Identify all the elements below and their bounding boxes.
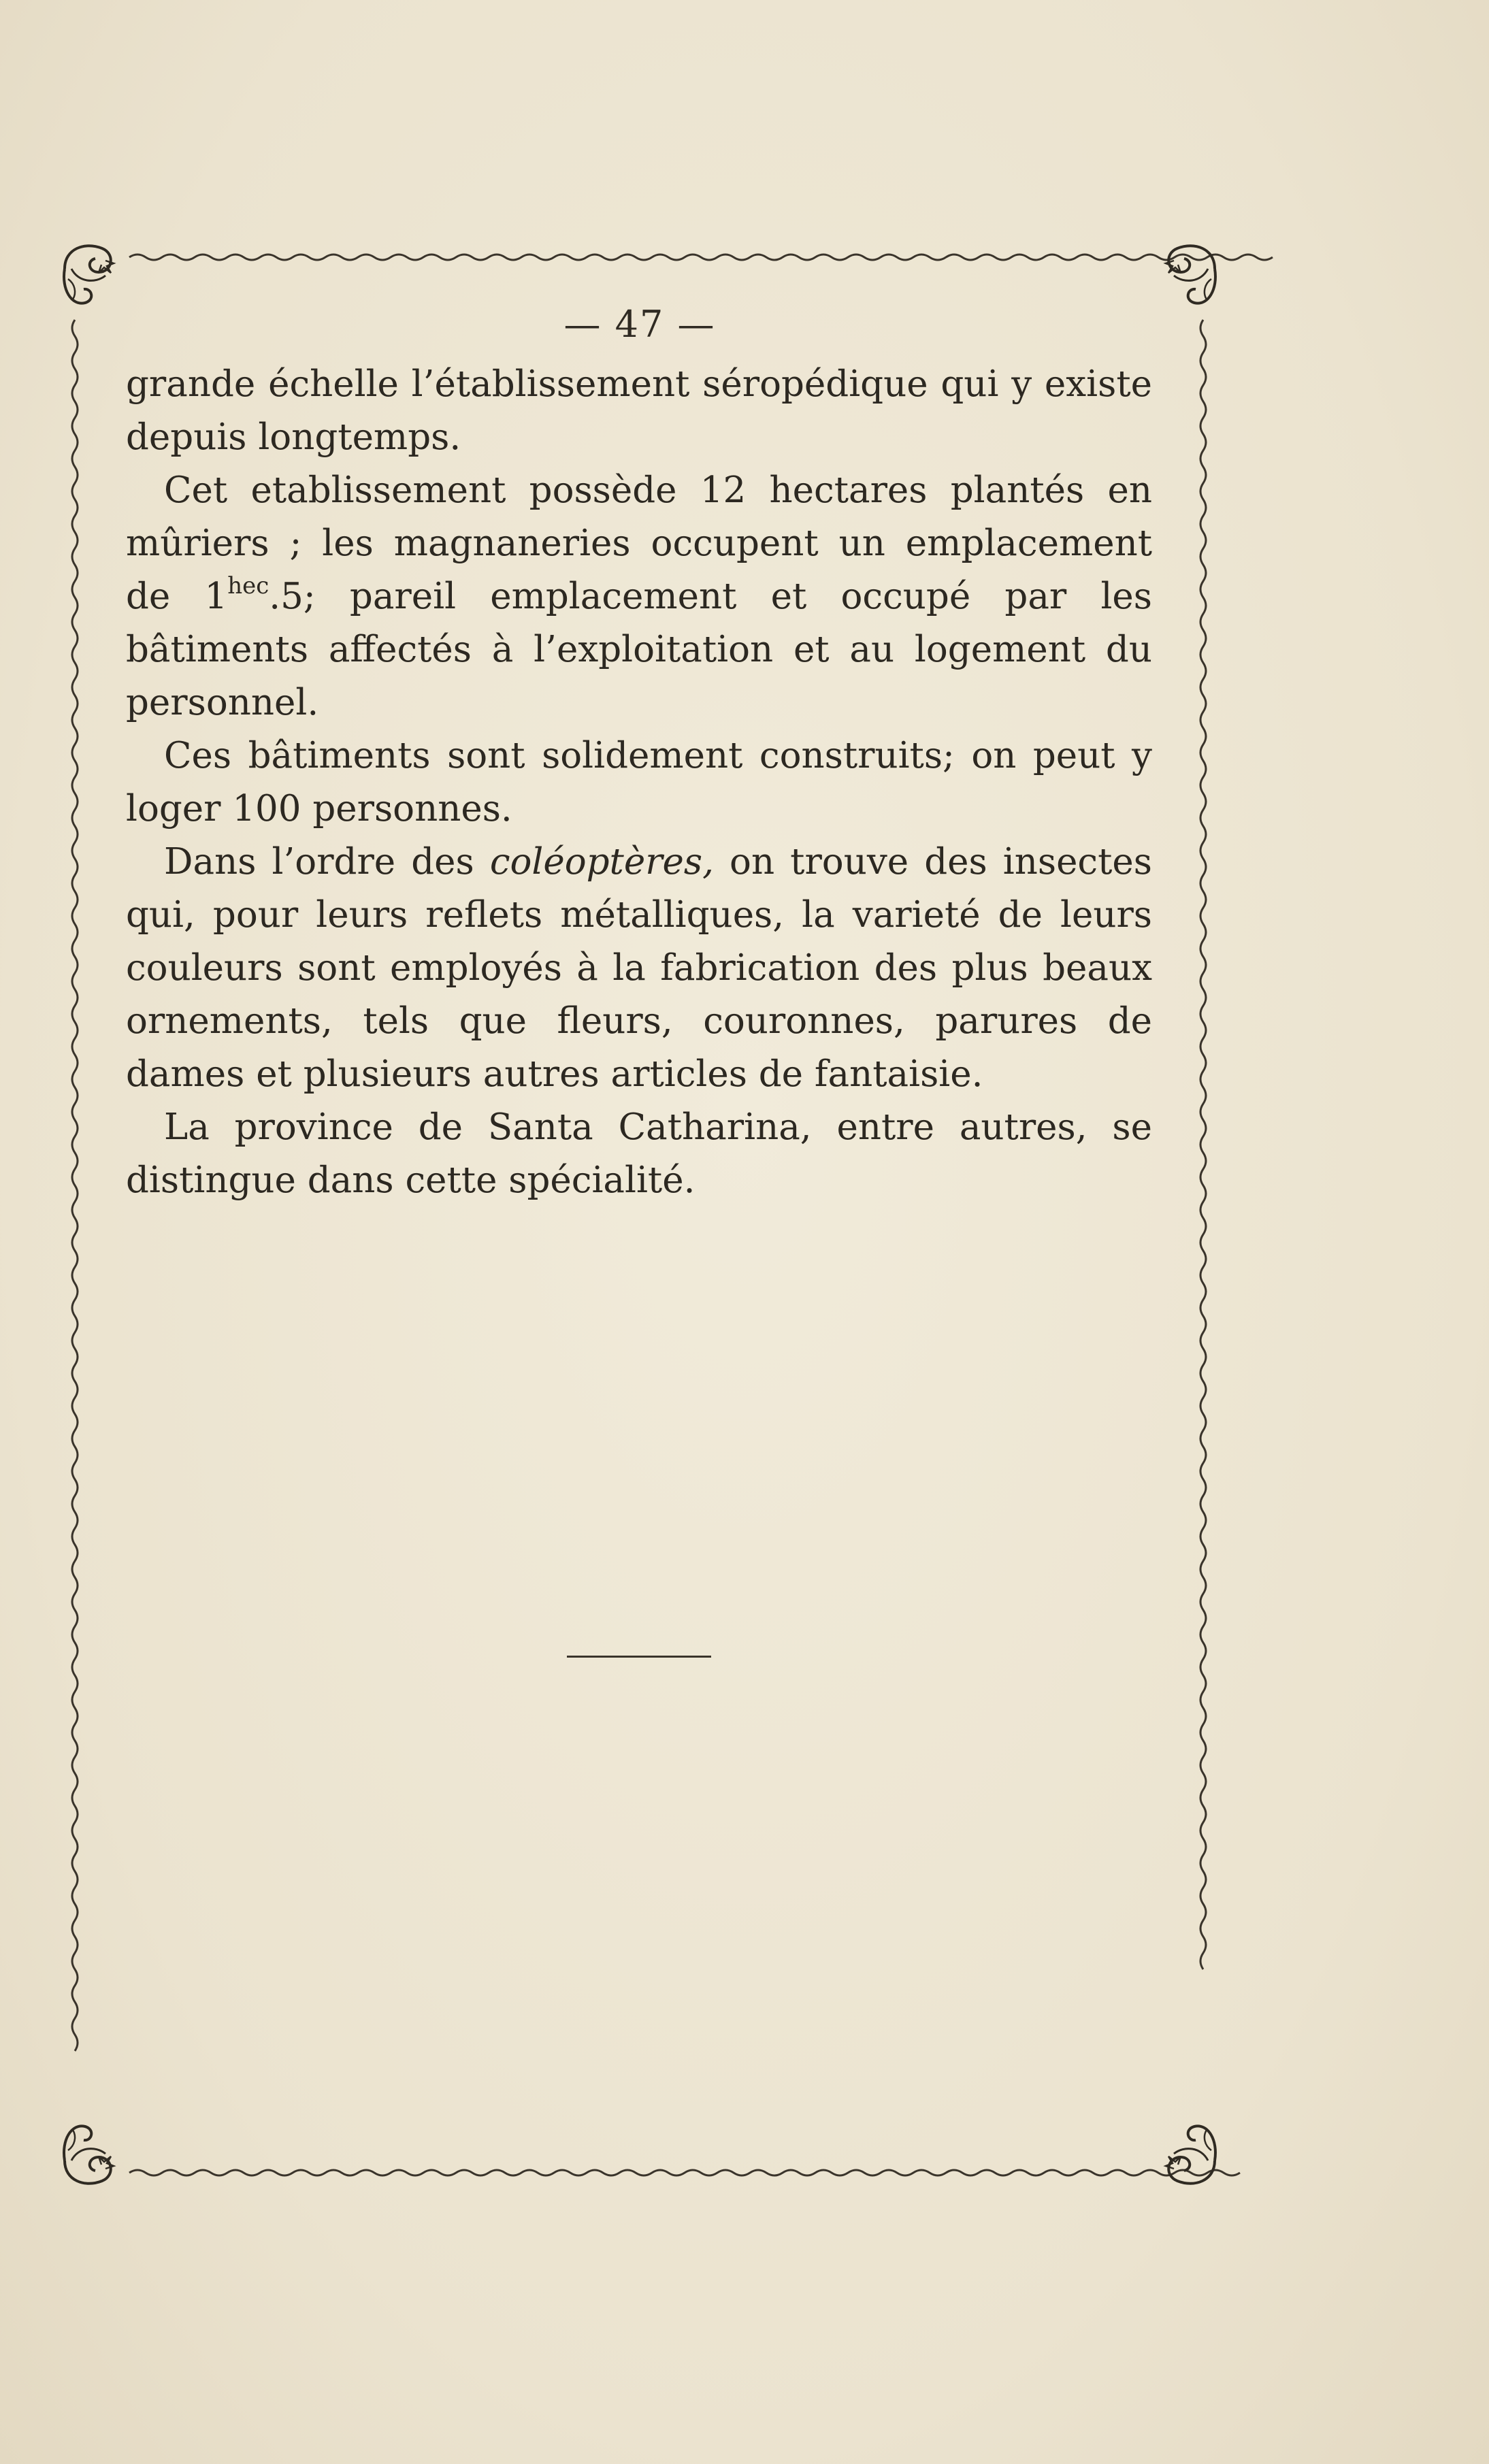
- paragraph-4: [126, 836, 1152, 1101]
- paragraph-1: grande échelle l’établissement séropédique qui y existe depuis longtemps.: [126, 363, 1152, 458]
- page-number: — 47 —: [563, 303, 716, 346]
- top-border-line: [129, 254, 1273, 260]
- paragraph-2-after: .5; pareil emplacement et occupé par les bâtiments affectés à l’exploitation et au logement du personnel.: [126, 576, 1152, 723]
- paragraph-4-before: Dans l’ordre des: [164, 841, 490, 883]
- bottom-right-ornament-icon: [1166, 2126, 1215, 2183]
- top-right-ornament-icon: [1166, 246, 1215, 303]
- bottom-border-line: [129, 2170, 1240, 2175]
- top-left-ornament-icon: [64, 246, 114, 303]
- paragraph-2-superscript: hec: [227, 572, 269, 599]
- bottom-left-ornament-icon: [64, 2126, 114, 2183]
- paragraph-5: La province de Santa Catharina, entre autres, se distingue dans cette spécialité.: [126, 1106, 1152, 1201]
- paragraph-4-after: on trouve des insectes qui, pour leurs reflets métalliques, la varieté de leurs couleurs sont employés à la fabrication des plus beaux ornements, tels que fleurs, couronnes, parures de dames et plusieurs autres articles de fantaisie.: [126, 841, 1152, 1095]
- body-text: [126, 358, 1152, 1207]
- paragraph-3: Ces bâtiments sont solidement construits; on peut y loger 100 personnes.: [126, 735, 1152, 829]
- right-border-line: [1200, 320, 1206, 1969]
- paragraph-4-italic: coléoptères,: [489, 841, 714, 883]
- section-end-rule: [567, 1656, 711, 1658]
- paragraph-2-before: Cet etablissement possède 12 hectares plantés en mûriers ; les magnaneries occupent un emplacement de 1: [126, 470, 1152, 617]
- left-border-line: [72, 320, 78, 2051]
- paragraph-2: [126, 464, 1152, 729]
